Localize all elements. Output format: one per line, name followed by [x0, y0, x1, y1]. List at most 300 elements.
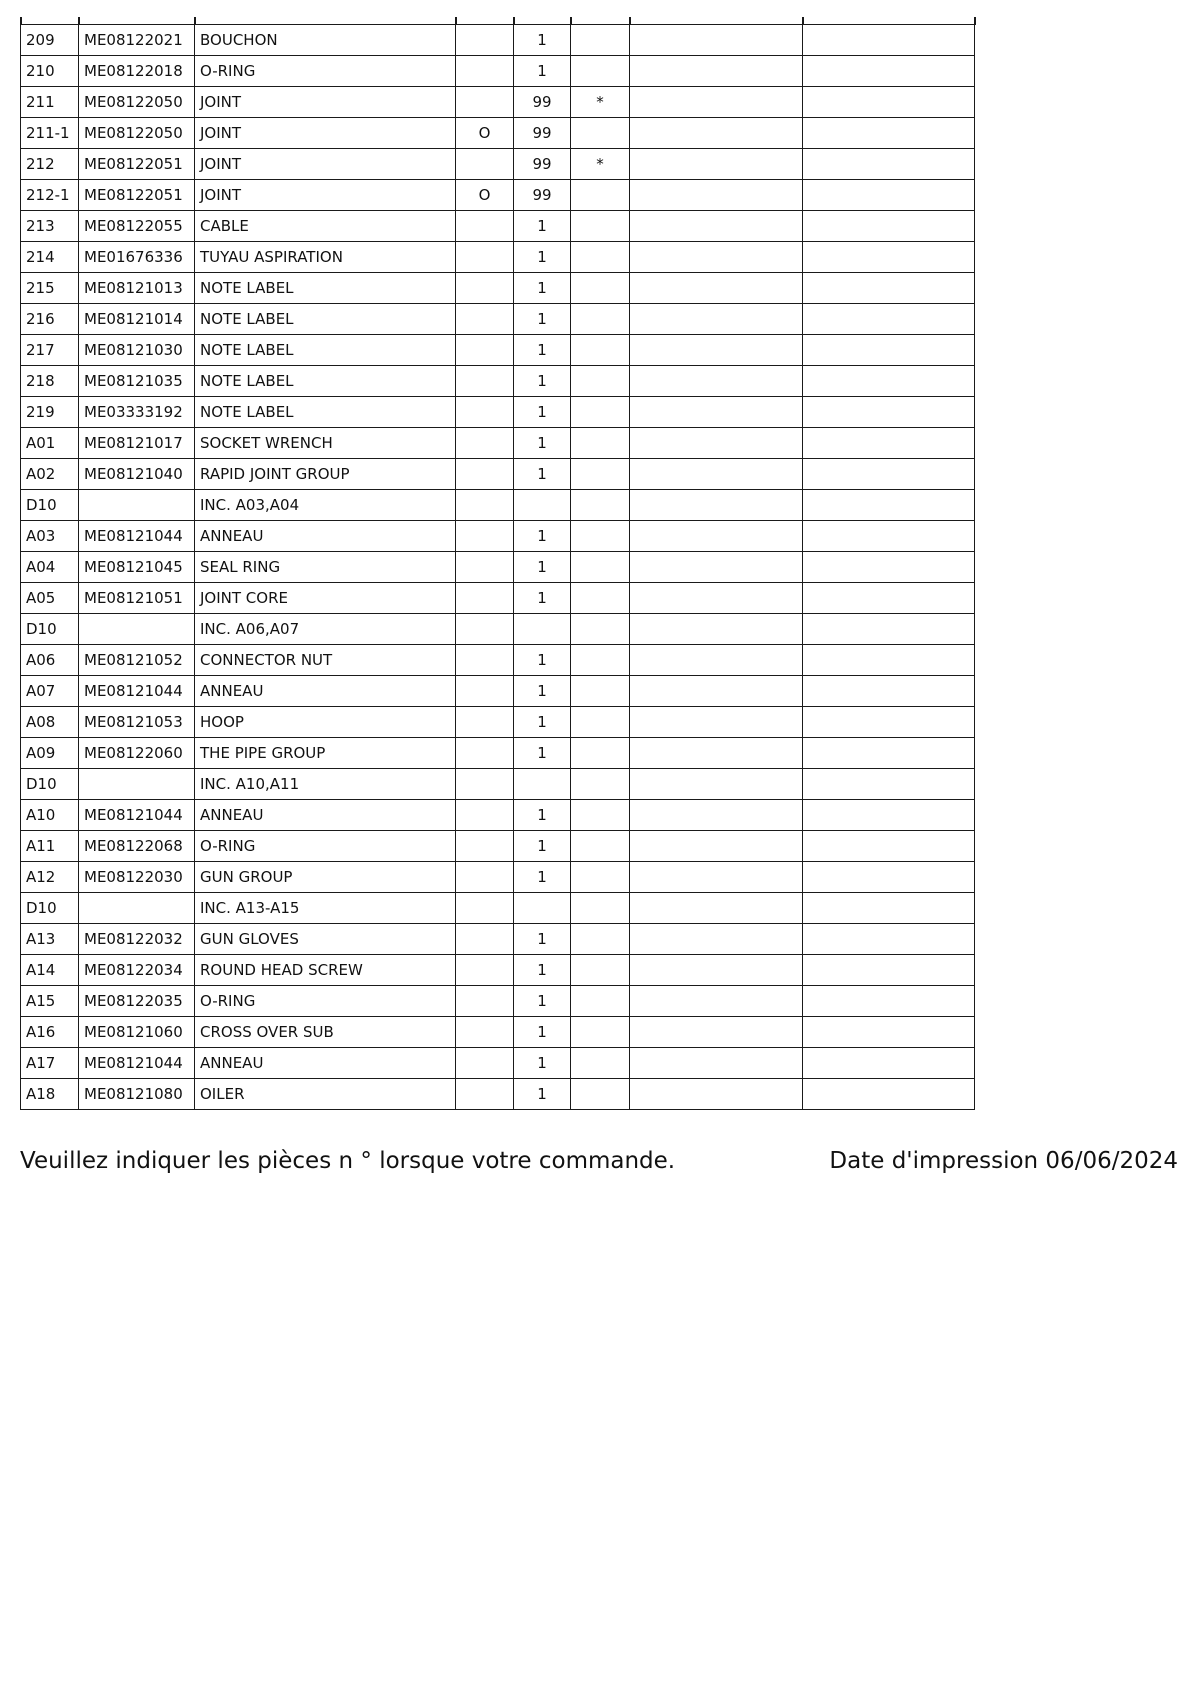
blank-cell: [803, 211, 975, 242]
part-number-cell: ME08121053: [79, 707, 195, 738]
quantity-cell: [514, 614, 571, 645]
item-number-cell: 209: [21, 25, 79, 56]
table-row: [21, 273, 975, 304]
description-cell: NOTE LABEL: [195, 366, 456, 397]
table-row: [21, 1079, 975, 1110]
blank-cell: [803, 831, 975, 862]
remark-cell: [571, 459, 630, 490]
remark-cell: [571, 893, 630, 924]
blank-cell: [803, 180, 975, 211]
quantity-cell: [514, 490, 571, 521]
part-number-cell: ME08122035: [79, 986, 195, 1017]
part-number-cell: ME08121045: [79, 552, 195, 583]
quantity-cell: 1: [514, 738, 571, 769]
blank-cell: [803, 521, 975, 552]
part-number-cell: ME08122051: [79, 180, 195, 211]
blank-cell: [803, 149, 975, 180]
blank-cell: [630, 986, 803, 1017]
table-row: [21, 211, 975, 242]
item-number-cell: 211-1: [21, 118, 79, 149]
blank-cell: [803, 87, 975, 118]
blank-cell: [803, 335, 975, 366]
table-row: [21, 397, 975, 428]
part-number-cell: ME08122018: [79, 56, 195, 87]
part-number-cell: [79, 614, 195, 645]
item-number-cell: 219: [21, 397, 79, 428]
remark-cell: [571, 614, 630, 645]
remark-cell: [571, 242, 630, 273]
remark-cell: [571, 335, 630, 366]
option-cell: [456, 955, 514, 986]
remark-cell: [571, 397, 630, 428]
table-row: [21, 893, 975, 924]
column-divider-stub: [513, 17, 515, 25]
item-number-cell: A11: [21, 831, 79, 862]
blank-cell: [630, 1048, 803, 1079]
quantity-cell: 1: [514, 273, 571, 304]
table-row: [21, 831, 975, 862]
option-cell: [456, 769, 514, 800]
item-number-cell: 214: [21, 242, 79, 273]
part-number-cell: [79, 893, 195, 924]
item-number-cell: 210: [21, 56, 79, 87]
option-cell: [456, 676, 514, 707]
option-cell: [456, 924, 514, 955]
item-number-cell: D10: [21, 490, 79, 521]
description-cell: ANNEAU: [195, 676, 456, 707]
blank-cell: [803, 552, 975, 583]
blank-cell: [803, 56, 975, 87]
column-divider-stub: [802, 17, 804, 25]
part-number-cell: ME08122032: [79, 924, 195, 955]
remark-cell: [571, 428, 630, 459]
option-cell: [456, 490, 514, 521]
option-cell: [456, 242, 514, 273]
option-cell: [456, 614, 514, 645]
description-cell: GUN GROUP: [195, 862, 456, 893]
quantity-cell: 1: [514, 831, 571, 862]
quantity-cell: 1: [514, 955, 571, 986]
table-row: [21, 676, 975, 707]
quantity-cell: 1: [514, 397, 571, 428]
table-row: [21, 428, 975, 459]
blank-cell: [803, 893, 975, 924]
blank-cell: [630, 273, 803, 304]
table-row: [21, 521, 975, 552]
remark-cell: *: [571, 87, 630, 118]
table-row: [21, 366, 975, 397]
item-number-cell: A01: [21, 428, 79, 459]
blank-cell: [630, 397, 803, 428]
quantity-cell: 99: [514, 180, 571, 211]
quantity-cell: 1: [514, 242, 571, 273]
option-cell: [456, 521, 514, 552]
blank-cell: [630, 149, 803, 180]
quantity-cell: 99: [514, 149, 571, 180]
item-number-cell: A02: [21, 459, 79, 490]
option-cell: [456, 211, 514, 242]
description-cell: CROSS OVER SUB: [195, 1017, 456, 1048]
part-number-cell: ME08121013: [79, 273, 195, 304]
table-row: [21, 118, 975, 149]
description-cell: HOOP: [195, 707, 456, 738]
description-cell: SEAL RING: [195, 552, 456, 583]
description-cell: ANNEAU: [195, 800, 456, 831]
item-number-cell: D10: [21, 893, 79, 924]
quantity-cell: 1: [514, 676, 571, 707]
blank-cell: [803, 273, 975, 304]
remark-cell: *: [571, 149, 630, 180]
table-row: [21, 25, 975, 56]
remark-cell: [571, 180, 630, 211]
item-number-cell: 213: [21, 211, 79, 242]
quantity-cell: 99: [514, 118, 571, 149]
quantity-cell: 1: [514, 335, 571, 366]
remark-cell: [571, 1048, 630, 1079]
part-number-cell: ME01676336: [79, 242, 195, 273]
blank-cell: [803, 955, 975, 986]
table-row: [21, 645, 975, 676]
option-cell: [456, 428, 514, 459]
blank-cell: [630, 552, 803, 583]
part-number-cell: ME08121035: [79, 366, 195, 397]
option-cell: [456, 87, 514, 118]
description-cell: CONNECTOR NUT: [195, 645, 456, 676]
part-number-cell: ME08122050: [79, 87, 195, 118]
description-cell: GUN GLOVES: [195, 924, 456, 955]
blank-cell: [803, 459, 975, 490]
part-number-cell: [79, 769, 195, 800]
blank-cell: [630, 707, 803, 738]
blank-cell: [630, 242, 803, 273]
column-divider-stub: [629, 17, 631, 25]
blank-cell: [803, 397, 975, 428]
option-cell: [456, 893, 514, 924]
option-cell: [456, 738, 514, 769]
part-number-cell: ME08122068: [79, 831, 195, 862]
description-cell: ANNEAU: [195, 1048, 456, 1079]
remark-cell: [571, 583, 630, 614]
option-cell: [456, 459, 514, 490]
part-number-cell: ME08122021: [79, 25, 195, 56]
part-number-cell: ME08121060: [79, 1017, 195, 1048]
remark-cell: [571, 490, 630, 521]
remark-cell: [571, 738, 630, 769]
table-row: [21, 304, 975, 335]
remark-cell: [571, 831, 630, 862]
part-number-cell: ME08121030: [79, 335, 195, 366]
part-number-cell: ME08121044: [79, 800, 195, 831]
item-number-cell: A06: [21, 645, 79, 676]
item-number-cell: D10: [21, 769, 79, 800]
option-cell: [456, 831, 514, 862]
blank-cell: [803, 676, 975, 707]
option-cell: [456, 366, 514, 397]
quantity-cell: 99: [514, 87, 571, 118]
description-cell: INC. A03,A04: [195, 490, 456, 521]
remark-cell: [571, 56, 630, 87]
blank-cell: [803, 986, 975, 1017]
part-number-cell: ME08121017: [79, 428, 195, 459]
order-instruction-note: Veuillez indiquer les pièces n ° lorsque votre commande.: [20, 1148, 676, 1174]
option-cell: [456, 707, 514, 738]
blank-cell: [630, 459, 803, 490]
table-row: [21, 707, 975, 738]
description-cell: INC. A13-A15: [195, 893, 456, 924]
description-cell: JOINT CORE: [195, 583, 456, 614]
option-cell: [456, 25, 514, 56]
description-cell: O-RING: [195, 986, 456, 1017]
description-cell: THE PIPE GROUP: [195, 738, 456, 769]
remark-cell: [571, 521, 630, 552]
part-number-cell: ME08121044: [79, 676, 195, 707]
blank-cell: [803, 1079, 975, 1110]
quantity-cell: 1: [514, 211, 571, 242]
blank-cell: [630, 831, 803, 862]
blank-cell: [630, 304, 803, 335]
blank-cell: [630, 583, 803, 614]
blank-cell: [630, 25, 803, 56]
remark-cell: [571, 211, 630, 242]
table-row: [21, 552, 975, 583]
option-cell: [456, 645, 514, 676]
column-divider-stub: [20, 17, 22, 25]
remark-cell: [571, 986, 630, 1017]
description-cell: CABLE: [195, 211, 456, 242]
description-cell: INC. A10,A11: [195, 769, 456, 800]
description-cell: NOTE LABEL: [195, 397, 456, 428]
item-number-cell: 218: [21, 366, 79, 397]
quantity-cell: 1: [514, 1079, 571, 1110]
option-cell: O: [456, 180, 514, 211]
item-number-cell: 211: [21, 87, 79, 118]
blank-cell: [630, 924, 803, 955]
blank-cell: [803, 242, 975, 273]
part-number-cell: ME08122051: [79, 149, 195, 180]
part-number-cell: ME08122060: [79, 738, 195, 769]
part-number-cell: ME08121014: [79, 304, 195, 335]
item-number-cell: A08: [21, 707, 79, 738]
blank-cell: [630, 87, 803, 118]
print-date: Date d'impression 06/06/2024: [829, 1148, 1178, 1174]
description-cell: ANNEAU: [195, 521, 456, 552]
blank-cell: [803, 924, 975, 955]
remark-cell: [571, 924, 630, 955]
table-row: [21, 1048, 975, 1079]
remark-cell: [571, 769, 630, 800]
blank-cell: [803, 769, 975, 800]
description-cell: JOINT: [195, 118, 456, 149]
item-number-cell: A13: [21, 924, 79, 955]
table-row: [21, 1017, 975, 1048]
blank-cell: [803, 1017, 975, 1048]
description-cell: NOTE LABEL: [195, 273, 456, 304]
description-cell: JOINT: [195, 149, 456, 180]
part-number-cell: ME08121040: [79, 459, 195, 490]
column-divider-stub: [974, 17, 976, 25]
remark-cell: [571, 676, 630, 707]
table-row: [21, 862, 975, 893]
part-number-cell: ME03333192: [79, 397, 195, 428]
part-number-cell: [79, 490, 195, 521]
quantity-cell: 1: [514, 986, 571, 1017]
item-number-cell: A15: [21, 986, 79, 1017]
table-row: [21, 769, 975, 800]
blank-cell: [803, 304, 975, 335]
item-number-cell: A09: [21, 738, 79, 769]
table-row: [21, 180, 975, 211]
table-row: [21, 924, 975, 955]
blank-cell: [630, 614, 803, 645]
blank-cell: [630, 769, 803, 800]
blank-cell: [803, 366, 975, 397]
description-cell: JOINT: [195, 87, 456, 118]
table-row: [21, 335, 975, 366]
part-number-cell: ME08121052: [79, 645, 195, 676]
blank-cell: [803, 707, 975, 738]
option-cell: [456, 56, 514, 87]
item-number-cell: A05: [21, 583, 79, 614]
remark-cell: [571, 645, 630, 676]
table-row: [21, 149, 975, 180]
blank-cell: [803, 1048, 975, 1079]
parts-table: [20, 24, 975, 1110]
item-number-cell: 212-1: [21, 180, 79, 211]
part-number-cell: ME08122034: [79, 955, 195, 986]
table-row: [21, 955, 975, 986]
table-row: [21, 56, 975, 87]
description-cell: INC. A06,A07: [195, 614, 456, 645]
table-row: [21, 242, 975, 273]
description-cell: RAPID JOINT GROUP: [195, 459, 456, 490]
remark-cell: [571, 552, 630, 583]
remark-cell: [571, 273, 630, 304]
item-number-cell: 217: [21, 335, 79, 366]
blank-cell: [630, 1079, 803, 1110]
table-row: [21, 459, 975, 490]
description-cell: OILER: [195, 1079, 456, 1110]
remark-cell: [571, 1079, 630, 1110]
part-number-cell: ME08122030: [79, 862, 195, 893]
option-cell: [456, 552, 514, 583]
remark-cell: [571, 862, 630, 893]
blank-cell: [630, 490, 803, 521]
part-number-cell: ME08121051: [79, 583, 195, 614]
option-cell: [456, 149, 514, 180]
table-row: [21, 738, 975, 769]
blank-cell: [630, 676, 803, 707]
blank-cell: [803, 738, 975, 769]
quantity-cell: [514, 769, 571, 800]
item-number-cell: A07: [21, 676, 79, 707]
quantity-cell: 1: [514, 1048, 571, 1079]
part-number-cell: ME08121044: [79, 1048, 195, 1079]
blank-cell: [803, 428, 975, 459]
option-cell: [456, 1079, 514, 1110]
quantity-cell: 1: [514, 459, 571, 490]
description-cell: TUYAU ASPIRATION: [195, 242, 456, 273]
part-number-cell: ME08121044: [79, 521, 195, 552]
blank-cell: [803, 490, 975, 521]
blank-cell: [630, 800, 803, 831]
remark-cell: [571, 366, 630, 397]
remark-cell: [571, 1017, 630, 1048]
item-number-cell: 216: [21, 304, 79, 335]
option-cell: [456, 304, 514, 335]
quantity-cell: 1: [514, 862, 571, 893]
blank-cell: [803, 118, 975, 149]
blank-cell: [630, 1017, 803, 1048]
item-number-cell: A18: [21, 1079, 79, 1110]
table-row: [21, 986, 975, 1017]
quantity-cell: 1: [514, 366, 571, 397]
quantity-cell: 1: [514, 56, 571, 87]
table-row: [21, 87, 975, 118]
item-number-cell: 212: [21, 149, 79, 180]
remark-cell: [571, 707, 630, 738]
blank-cell: [630, 428, 803, 459]
quantity-cell: 1: [514, 25, 571, 56]
description-cell: O-RING: [195, 831, 456, 862]
quantity-cell: 1: [514, 645, 571, 676]
parts-table-body: [21, 25, 975, 1110]
quantity-cell: 1: [514, 707, 571, 738]
item-number-cell: A14: [21, 955, 79, 986]
remark-cell: [571, 25, 630, 56]
option-cell: [456, 986, 514, 1017]
option-cell: [456, 1017, 514, 1048]
description-cell: ROUND HEAD SCREW: [195, 955, 456, 986]
remark-cell: [571, 800, 630, 831]
blank-cell: [630, 335, 803, 366]
part-number-cell: ME08122050: [79, 118, 195, 149]
table-row: [21, 614, 975, 645]
blank-cell: [630, 955, 803, 986]
column-divider-stub: [455, 17, 457, 25]
description-cell: NOTE LABEL: [195, 304, 456, 335]
table-row: [21, 583, 975, 614]
blank-cell: [630, 645, 803, 676]
table-row: [21, 800, 975, 831]
blank-cell: [630, 738, 803, 769]
option-cell: [456, 862, 514, 893]
blank-cell: [630, 56, 803, 87]
item-number-cell: A04: [21, 552, 79, 583]
description-cell: BOUCHON: [195, 25, 456, 56]
item-number-cell: A16: [21, 1017, 79, 1048]
blank-cell: [630, 118, 803, 149]
blank-cell: [803, 645, 975, 676]
column-divider-stub: [570, 17, 572, 25]
option-cell: [456, 397, 514, 428]
description-cell: JOINT: [195, 180, 456, 211]
quantity-cell: 1: [514, 583, 571, 614]
blank-cell: [803, 583, 975, 614]
blank-cell: [630, 893, 803, 924]
blank-cell: [630, 521, 803, 552]
blank-cell: [630, 180, 803, 211]
part-number-cell: ME08121080: [79, 1079, 195, 1110]
option-cell: [456, 1048, 514, 1079]
item-number-cell: A10: [21, 800, 79, 831]
blank-cell: [803, 800, 975, 831]
blank-cell: [803, 862, 975, 893]
quantity-cell: 1: [514, 1017, 571, 1048]
option-cell: O: [456, 118, 514, 149]
item-number-cell: A17: [21, 1048, 79, 1079]
item-number-cell: A03: [21, 521, 79, 552]
remark-cell: [571, 955, 630, 986]
